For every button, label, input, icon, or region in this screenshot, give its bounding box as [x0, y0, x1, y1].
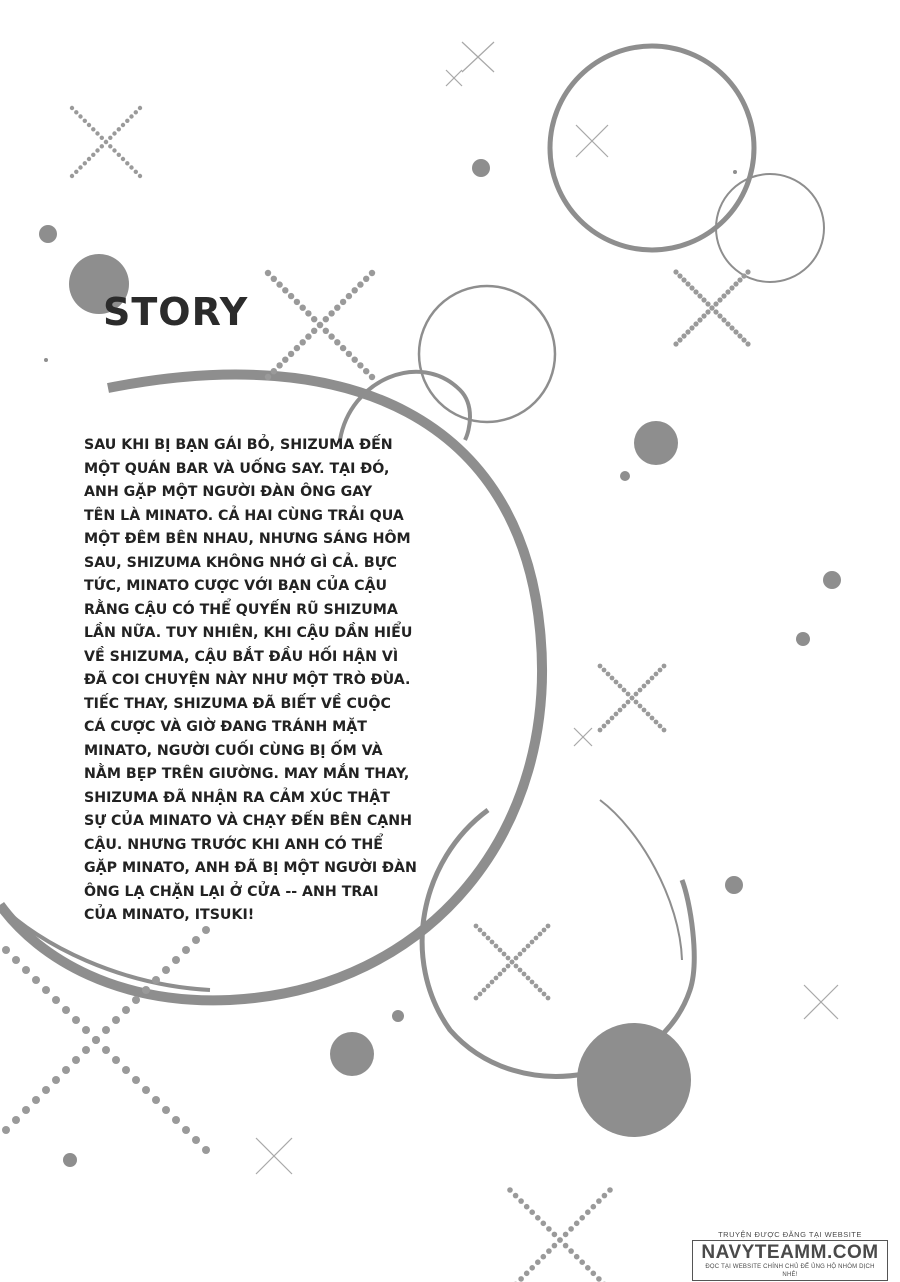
dotted-cross-dot	[685, 329, 690, 334]
dotted-cross-dot	[494, 944, 499, 949]
dotted-cross-dot	[506, 964, 511, 969]
dotted-cross-dot	[622, 688, 627, 693]
dotted-cross-dot	[363, 368, 369, 374]
dotted-cross-dot	[42, 986, 50, 994]
dotted-cross-dot	[689, 285, 694, 290]
dotted-cross-dot	[357, 281, 363, 287]
dotted-cross-dot	[112, 1056, 120, 1064]
story-line: NẰM BẸP TRÊN GIƯỜNG. MAY MẮN THAY,	[84, 766, 410, 782]
story-line: MỘT QUÁN BAR VÀ UỐNG SAY. TẠI ĐÓ,	[84, 460, 390, 477]
dotted-cross-dot	[494, 976, 499, 981]
dotted-cross-dot	[125, 161, 129, 165]
dotted-cross-dot	[658, 668, 663, 673]
dotted-cross-dot	[12, 956, 20, 964]
dotted-cross-dot	[62, 1066, 70, 1074]
dotted-cross-dot	[78, 165, 82, 169]
dotted-cross-dot	[729, 325, 734, 330]
dotted-cross-dot	[717, 313, 722, 318]
dotted-cross-dot	[745, 269, 750, 274]
dotted-cross-dot	[591, 1204, 597, 1210]
dotted-cross-dot	[478, 992, 483, 997]
story-line: ÔNG LẠ CHẶN LẠI Ở CỬA -- ANH TRAI	[84, 883, 379, 900]
ring-top-right	[550, 46, 754, 250]
dotted-cross-dot	[622, 704, 627, 709]
dotted-cross-dot	[91, 153, 95, 157]
story-line: TỨC, MINATO CƯỢC VỚI BẠN CỦA CẬU	[84, 578, 388, 594]
dotted-cross-dot	[162, 1106, 170, 1114]
dotted-cross-dot	[626, 700, 631, 705]
dotted-cross-dot	[288, 293, 294, 299]
story-text	[84, 434, 429, 928]
dotted-cross-dot	[602, 668, 607, 673]
story-line: TIẾC THAY, SHIZUMA ĐÃ BIẾT VỀ CUỘC	[84, 695, 391, 712]
dotted-cross-dot	[74, 170, 78, 174]
dotted-cross-dot	[112, 148, 116, 152]
dotted-cross-dot	[596, 1198, 602, 1204]
dotted-cross-dot	[138, 174, 142, 178]
dotted-cross-dot	[591, 1271, 597, 1277]
dotted-cross-dot	[72, 1016, 80, 1024]
dotted-cross-dot	[72, 1056, 80, 1064]
dotted-cross-dot	[507, 1187, 513, 1193]
dotted-cross-dot	[265, 374, 271, 380]
dotted-cross-dot	[100, 136, 104, 140]
dotted-cross-dot	[32, 1096, 40, 1104]
dotted-cross-dot	[92, 1036, 100, 1044]
dotted-cross-dot	[526, 976, 531, 981]
dotted-cross-dot	[610, 676, 615, 681]
dotted-cross-dot	[102, 1026, 110, 1034]
story-line: MỘT ĐÊM BÊN NHAU, NHƯNG SÁNG HÔM	[84, 531, 411, 547]
story-line: CÁ CƯỢC VÀ GIỜ ĐANG TRÁNH MẶT	[84, 719, 367, 735]
dotted-cross-dot	[2, 946, 10, 954]
dotted-cross-dot	[70, 106, 74, 110]
dotted-cross-dot	[129, 165, 133, 169]
dotted-cross-dot	[729, 285, 734, 290]
dotted-cross-dot	[677, 337, 682, 342]
dotted-cross-dot	[535, 1259, 541, 1265]
dotted-cross-dot	[524, 1204, 530, 1210]
dotted-cross-dot	[305, 333, 311, 339]
dotted-cross-dot	[685, 281, 690, 286]
dotted-cross-dot	[83, 161, 87, 165]
dotted-cross-dot	[276, 281, 282, 287]
story-line: SAU KHI BỊ BẠN GÁI BỎ, SHIZUMA ĐẾN	[84, 437, 393, 453]
dotted-cross-dot	[689, 325, 694, 330]
dotted-cross-dot	[541, 1221, 547, 1227]
dotted-cross-dot	[42, 1086, 50, 1094]
dotted-cross-dot	[134, 170, 138, 174]
dotted-cross-dot	[563, 1232, 569, 1238]
dotted-cross-dot	[733, 329, 738, 334]
dotted-cross-dot	[95, 148, 99, 152]
dotted-cross-dot	[626, 692, 631, 697]
dotted-cross-dot	[122, 1006, 130, 1014]
dotted-cross-dot	[138, 106, 142, 110]
dotted-cross-dot	[602, 724, 607, 729]
dotted-cross-dot	[518, 952, 523, 957]
dotted-cross-dot	[328, 310, 334, 316]
dotted-cross-dot	[721, 317, 726, 322]
dot-large-bottom-right	[577, 1023, 691, 1137]
dotted-cross-dot	[705, 301, 710, 306]
dotted-cross-dot	[117, 153, 121, 157]
dotted-cross-dot	[294, 345, 300, 351]
dotted-cross-dot	[369, 270, 375, 276]
dotted-cross-dot	[486, 936, 491, 941]
watermark-top-text: TRUYỆN ĐƯỢC ĐĂNG TẠI WEBSITE	[718, 1230, 862, 1239]
dotted-cross-dot	[610, 716, 615, 721]
dotted-cross-dot	[658, 724, 663, 729]
dotted-cross-dot	[717, 297, 722, 302]
dotted-cross-dot	[311, 328, 317, 334]
dotted-cross-dot	[693, 321, 698, 326]
story-line: SAU, SHIZUMA KHÔNG NHỚ GÌ CẢ. BỰC	[84, 554, 397, 571]
dotted-cross-dot	[725, 289, 730, 294]
dotted-cross-dot	[112, 1016, 120, 1024]
dotted-cross-dot	[546, 996, 551, 1001]
story-line: GẶP MINATO, ANH ĐÃ BỊ MỘT NGƯỜI ĐÀN	[84, 860, 417, 876]
dotted-cross-dot	[276, 362, 282, 368]
dotted-cross-dot	[654, 672, 659, 677]
dotted-cross-dot	[681, 277, 686, 282]
watermark-site-name: NAVYTEAMM.COM	[701, 1242, 879, 1263]
dotted-cross-dot	[346, 293, 352, 299]
dotted-cross-dot	[709, 305, 714, 310]
dotted-cross-dot	[522, 972, 527, 977]
dotted-cross-dot	[596, 1276, 602, 1282]
dotted-cross-dot	[328, 333, 334, 339]
dotted-cross-dot	[129, 114, 133, 118]
dotted-cross-dot	[95, 131, 99, 135]
watermark-box	[692, 1240, 888, 1281]
dotted-cross-dot	[108, 144, 112, 148]
dotted-cross-dot	[546, 1226, 552, 1232]
dotted-cross-dot	[713, 309, 718, 314]
dotted-cross-dot	[478, 928, 483, 933]
dotted-cross-dot	[134, 110, 138, 114]
dotted-cross-dot	[91, 127, 95, 131]
dotted-cross-dot	[132, 1076, 140, 1084]
dotted-cross-dot	[542, 992, 547, 997]
dotted-cross-dot	[541, 1254, 547, 1260]
dotted-cross-dot	[585, 1209, 591, 1215]
dotted-cross-dot	[317, 322, 323, 328]
dotted-cross-dot	[546, 1248, 552, 1254]
dotted-cross-dot	[288, 351, 294, 357]
dotted-cross-dot	[568, 1226, 574, 1232]
dotted-cross-dot	[598, 664, 603, 669]
dotted-cross-dot	[741, 273, 746, 278]
dotted-cross-dot	[334, 339, 340, 345]
dotted-cross-dot	[294, 299, 300, 305]
dotted-cross-dot	[518, 1198, 524, 1204]
dotted-cross-dot	[122, 1066, 130, 1074]
dotted-cross-dot	[22, 966, 30, 974]
page-title: STORY	[103, 290, 249, 334]
dotted-cross-dot	[498, 972, 503, 977]
dotted-cross-dot	[598, 728, 603, 733]
dotted-cross-dot	[121, 157, 125, 161]
dotted-cross-dot	[745, 341, 750, 346]
dotted-cross-dot	[202, 1146, 210, 1154]
dotted-cross-dot	[518, 1276, 524, 1282]
dotted-cross-dot	[52, 996, 60, 1004]
dotted-cross-dot	[490, 980, 495, 985]
dotted-cross-dot	[352, 287, 358, 293]
dotted-cross-dot	[646, 712, 651, 717]
dotted-cross-dot	[192, 1136, 200, 1144]
story-line: SỰ CỦA MINATO VÀ CHẠY ĐẾN BÊN CẠNH	[84, 813, 412, 829]
dotted-cross-dot	[526, 944, 531, 949]
dotted-cross-dot	[725, 321, 730, 326]
dotted-cross-dot	[563, 1243, 569, 1249]
dotted-cross-dot	[606, 672, 611, 677]
dotted-cross-dot	[12, 1116, 20, 1124]
story-line: LẦN NỮA. TUY NHIÊN, KHI CẬU DẦN HIỂU	[84, 625, 413, 641]
dotted-cross-dot	[282, 287, 288, 293]
story-line: TÊN LÀ MINATO. CẢ HAI CÙNG TRẢI QUA	[84, 507, 404, 524]
watermark	[692, 1230, 888, 1281]
dotted-cross-dot	[542, 928, 547, 933]
dotted-cross-dot	[265, 270, 271, 276]
dotted-cross-dot	[22, 1106, 30, 1114]
dotted-cross-dot	[305, 310, 311, 316]
dotted-cross-dot	[737, 333, 742, 338]
dotted-cross-dot	[271, 368, 277, 374]
dotted-cross-dot	[681, 333, 686, 338]
dotted-cross-dot	[70, 174, 74, 178]
dotted-cross-dot	[340, 345, 346, 351]
dotted-cross-dot	[614, 712, 619, 717]
dotted-cross-dot	[535, 1215, 541, 1221]
story-line: CỦA MINATO, ITSUKI!	[84, 907, 255, 923]
dotted-cross-dot	[552, 1243, 558, 1249]
dotted-cross-dot	[673, 269, 678, 274]
dotted-cross-dot	[579, 1259, 585, 1265]
dotted-cross-dot	[172, 956, 180, 964]
dotted-cross-dot	[82, 1046, 90, 1054]
dotted-cross-dot	[705, 309, 710, 314]
dotted-cross-dot	[606, 720, 611, 725]
dotted-cross-dot	[737, 277, 742, 282]
dotted-cross-dot	[529, 1209, 535, 1215]
dotted-cross-dot	[579, 1215, 585, 1221]
dotted-cross-dot	[721, 293, 726, 298]
dotted-cross-dot	[662, 664, 667, 669]
dotted-cross-dot	[2, 1126, 10, 1134]
dotted-cross-dot	[152, 976, 160, 984]
story-line: ANH GẶP MỘT NGƯỜI ĐÀN ÔNG GAY	[84, 484, 373, 500]
dotted-cross-dot	[524, 1271, 530, 1277]
dotted-cross-dot	[538, 988, 543, 993]
dotted-cross-dot	[733, 281, 738, 286]
dotted-cross-dot	[112, 131, 116, 135]
dotted-cross-dot	[182, 1126, 190, 1134]
dotted-cross-dot	[634, 692, 639, 697]
story-line: MINATO, NGƯỜI CUỐI CÙNG BỊ ỐM VÀ	[84, 742, 383, 759]
dotted-cross-dot	[510, 960, 515, 965]
dotted-cross-dot	[514, 964, 519, 969]
dotted-cross-dot	[474, 924, 479, 929]
dotted-cross-dot	[369, 374, 375, 380]
dotted-cross-dot	[552, 1232, 558, 1238]
dotted-cross-dot	[607, 1187, 613, 1193]
dotted-cross-dot	[121, 123, 125, 127]
dotted-cross-dot	[192, 936, 200, 944]
dotted-cross-dot	[172, 1116, 180, 1124]
dotted-cross-dot	[538, 932, 543, 937]
dotted-cross-dot	[741, 337, 746, 342]
dotted-cross-dot	[502, 952, 507, 957]
dotted-cross-dot	[152, 1096, 160, 1104]
dotted-cross-dot	[162, 966, 170, 974]
dotted-cross-dot	[673, 341, 678, 346]
dotted-cross-dot	[62, 1006, 70, 1014]
dotted-cross-dot	[602, 1193, 608, 1199]
dotted-cross-dot	[618, 684, 623, 689]
dotted-cross-dot	[522, 948, 527, 953]
dotted-cross-dot	[574, 1221, 580, 1227]
dotted-cross-dot	[530, 980, 535, 985]
dotted-cross-dot	[614, 680, 619, 685]
dotted-cross-dot	[74, 110, 78, 114]
dotted-cross-dot	[83, 119, 87, 123]
dotted-cross-dot	[568, 1248, 574, 1254]
dotted-cross-dot	[630, 696, 635, 701]
dotted-cross-dot	[182, 946, 190, 954]
story-line: RẰNG CẬU CÓ THỂ QUYẾN RŨ SHIZUMA	[84, 601, 398, 618]
dotted-cross-dot	[102, 1046, 110, 1054]
dotted-cross-dot	[117, 127, 121, 131]
dotted-cross-dot	[518, 968, 523, 973]
dotted-cross-dot	[585, 1265, 591, 1271]
dotted-cross-dot	[650, 676, 655, 681]
ring-middle	[419, 286, 555, 422]
dotted-cross-dot	[654, 720, 659, 725]
story-line: ĐÃ COI CHUYỆN NÀY NHƯ MỘT TRÒ ĐÙA.	[84, 672, 411, 688]
dotted-cross-dot	[82, 1026, 90, 1034]
dotted-cross-dot	[300, 339, 306, 345]
dotted-cross-dot	[271, 276, 277, 282]
dotted-cross-dot	[132, 996, 140, 1004]
dotted-cross-dot	[357, 362, 363, 368]
dotted-cross-dot	[642, 708, 647, 713]
dotted-cross-dot	[529, 1265, 535, 1271]
dotted-cross-dot	[311, 316, 317, 322]
dotted-cross-dot	[513, 1193, 519, 1199]
dotted-cross-dot	[650, 716, 655, 721]
story-line: VỀ SHIZUMA, CẬU BẮT ĐẦU HỐI HẬN VÌ	[84, 648, 399, 665]
story-line: CẬU. NHƯNG TRƯỚC KHI ANH CÓ THỂ	[84, 836, 383, 853]
dotted-cross-dot	[100, 144, 104, 148]
dotted-cross-dot	[282, 357, 288, 363]
dotted-cross-dot	[638, 704, 643, 709]
dotted-cross-dot	[87, 157, 91, 161]
dotted-cross-dot	[697, 293, 702, 298]
dotted-cross-dot	[574, 1254, 580, 1260]
dotted-cross-dot	[534, 984, 539, 989]
dotted-cross-dot	[32, 976, 40, 984]
story-line: SHIZUMA ĐÃ NHẬN RA CẢM XÚC THẬT	[84, 789, 390, 806]
dotted-cross-dot	[78, 114, 82, 118]
dotted-cross-dot	[557, 1237, 563, 1243]
dotted-cross-dot	[474, 996, 479, 1001]
dotted-cross-dot	[697, 317, 702, 322]
dotted-cross-dot	[486, 984, 491, 989]
dotted-cross-dot	[662, 728, 667, 733]
dotted-cross-dot	[713, 301, 718, 306]
dotted-cross-dot	[87, 123, 91, 127]
dotted-cross-dot	[482, 932, 487, 937]
dotted-cross-dot	[363, 276, 369, 282]
dotted-cross-dot	[482, 988, 487, 993]
dotted-cross-dot	[52, 1076, 60, 1084]
dotted-cross-dot	[323, 316, 329, 322]
dotted-cross-dot	[642, 684, 647, 689]
dotted-cross-dot	[352, 357, 358, 363]
dotted-cross-dot	[334, 305, 340, 311]
dotted-cross-dot	[346, 351, 352, 357]
dotted-cross-dot	[514, 956, 519, 961]
dotted-cross-dot	[142, 986, 150, 994]
dotted-cross-dot	[534, 936, 539, 941]
dotted-cross-dot	[701, 297, 706, 302]
dotted-cross-dot	[498, 948, 503, 953]
dotted-cross-dot	[142, 1086, 150, 1094]
dotted-cross-dot	[638, 688, 643, 693]
dotted-cross-dot	[125, 119, 129, 123]
dotted-cross-dot	[646, 680, 651, 685]
dotted-cross-dot	[693, 289, 698, 294]
dotted-cross-dot	[701, 313, 706, 318]
dotted-cross-dot	[104, 140, 108, 144]
dotted-cross-dot	[300, 305, 306, 311]
dotted-cross-dot	[490, 940, 495, 945]
watermark-bottom-text: ĐỌC TẠI WEBSITE CHÍNH CHỦ ĐỂ ỦNG HỘ NHÓM DỊCH NHÉ!	[705, 1264, 875, 1278]
dotted-cross-dot	[108, 136, 112, 140]
dotted-cross-dot	[546, 924, 551, 929]
dotted-cross-dot	[502, 968, 507, 973]
dotted-cross-dot	[530, 940, 535, 945]
dotted-cross-dot	[634, 700, 639, 705]
dotted-cross-dot	[618, 708, 623, 713]
dotted-cross-dot	[506, 956, 511, 961]
dotted-cross-dot	[323, 328, 329, 334]
dotted-cross-dot	[677, 273, 682, 278]
dotted-cross-dot	[340, 299, 346, 305]
